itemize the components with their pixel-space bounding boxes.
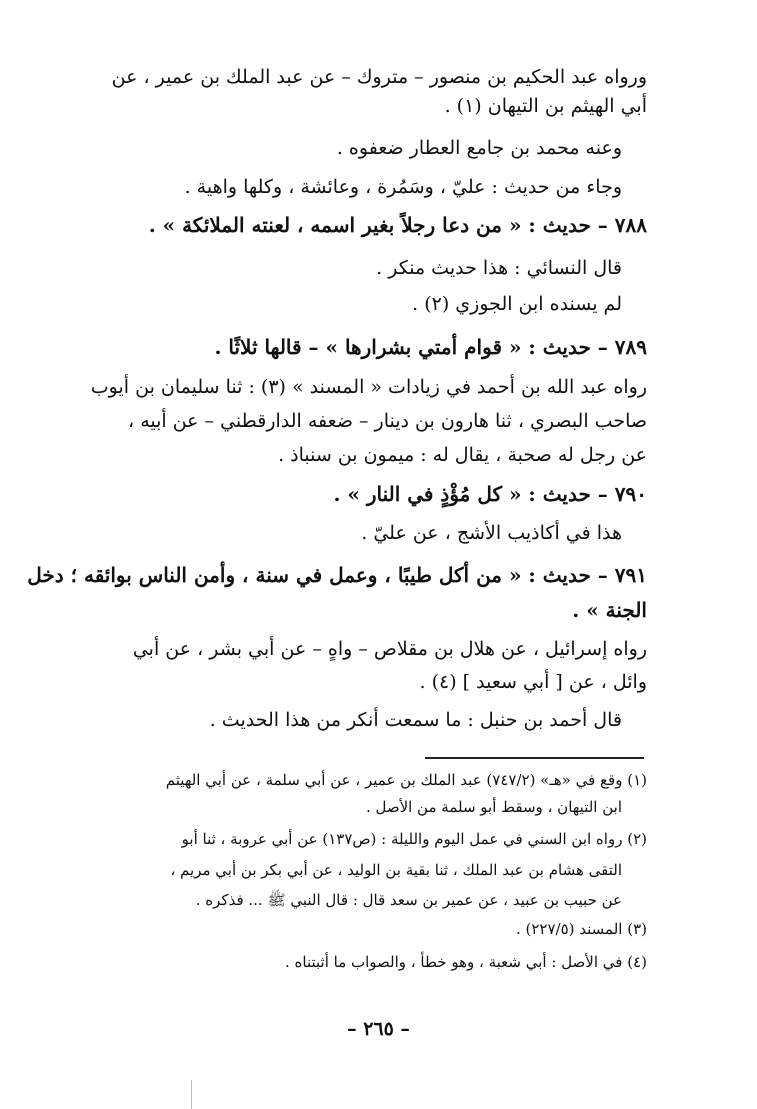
footnote-line: عن حبيب بن عبيد ، عن عمير بن سعد قال : قال النبي ﷺ ... فذكره . bbox=[195, 891, 622, 909]
footnote-line: ابن التيهان ، وسقط أبو سلمة من الأصل . bbox=[365, 798, 622, 816]
scan-mark bbox=[191, 1080, 192, 1109]
footnote-line: (٣) المسند (٢٢٧/٥) . bbox=[515, 920, 647, 938]
footnote-line: (١) وقع في «هـ» (٧٤٧/٢) عبد الملك بن عمير ، عن أبي سلمة ، عن أبي الهيثم bbox=[165, 771, 647, 789]
page-number: – ٢٦٥ – bbox=[347, 1018, 410, 1040]
hadith-heading-790: ٧٩٠ – حديث : « كل مُؤْذٍ في النار » . bbox=[333, 482, 647, 506]
body-line: قال أحمد بن حنبل : ما سمعت أنكر من هذا الحديث . bbox=[209, 709, 622, 731]
footnote-line: (٤) في الأصل : أبي شعبة ، وهو خطأ ، والصواب ما أثبتناه . bbox=[284, 953, 647, 971]
body-line: لم يسنده ابن الجوزي (٢) . bbox=[412, 293, 622, 315]
body-line: ورواه عبد الحكيم بن منصور – متروك – عن عبد الملك بن عمير ، عن bbox=[111, 66, 647, 88]
body-line: وعنه محمد بن جامع العطار ضعفوه . bbox=[336, 137, 622, 159]
footnote-separator bbox=[425, 757, 644, 759]
hadith-heading-788: ٧٨٨ – حديث : « من دعا رجلاً بغير اسمه ، لعنته الملائكة » . bbox=[148, 213, 647, 237]
body-line: قال النسائي : هذا حديث منكر . bbox=[376, 257, 622, 279]
body-line: هذا في أكاذيب الأشج ، عن عليّ . bbox=[361, 522, 622, 544]
body-line: عن رجل له صحبة ، يقال له : ميمون بن سنباذ . bbox=[278, 444, 647, 466]
body-line: صاحب البصري ، ثنا هارون بن دينار – ضعفه الدارقطني – عن أبيه ، bbox=[128, 410, 647, 432]
body-line: رواه إسرائيل ، عن هلال بن مقلاص – واهٍ – عن أبي بشر ، عن أبي bbox=[132, 638, 647, 660]
footnote-line: التقى هشام بن عبد الملك ، ثنا بقية بن الوليد ، عن أبي بكر بن أبي مريم ، bbox=[170, 861, 622, 879]
hadith-heading-791-cont: الجنة » . bbox=[572, 598, 647, 622]
body-line: رواه عبد الله بن أحمد في زيادات « المسند » (٣) : ثنا سليمان بن أيوب bbox=[90, 376, 647, 398]
footnote-line: (٢) رواه ابن السني في عمل اليوم والليلة : (ص١٣٧) عن أبي عروبة ، ثنا أبو bbox=[181, 830, 647, 848]
body-line: وجاء من حديث : عليّ ، وسَمُرة ، وعائشة ، وكلها واهية . bbox=[184, 176, 622, 198]
body-line: أبي الهيثم بن التيهان (١) . bbox=[444, 95, 647, 117]
hadith-heading-789: ٧٨٩ – حديث : « قوام أمتي بشرارها » – قالها ثلاثًا . bbox=[214, 335, 647, 359]
hadith-heading-791: ٧٩١ – حديث : « من أكل طيبًا ، وعمل في سنة ، وأمن الناس بوائقه ؛ دخل bbox=[27, 563, 647, 587]
body-line: وائل ، عن [ أبي سعيد ] (٤) . bbox=[419, 671, 647, 693]
